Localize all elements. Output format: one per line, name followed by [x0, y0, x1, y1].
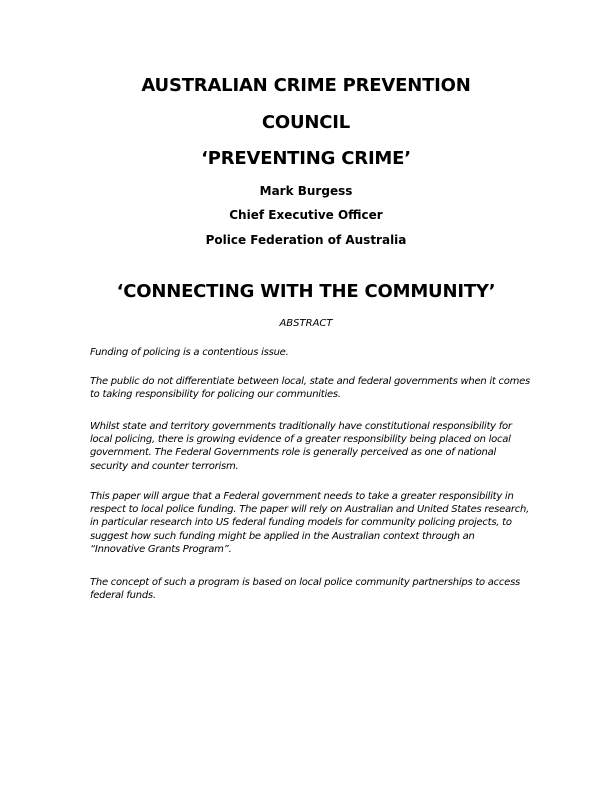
conference-title-line-2: COUNCIL — [261, 112, 351, 133]
author-organisation: Police Federation of Australia — [205, 233, 407, 247]
author-name: Mark Burgess — [259, 184, 353, 198]
conference-theme: ‘PREVENTING CRIME’ — [201, 148, 411, 169]
paper-title: ‘CONNECTING WITH THE COMMUNITY’ — [116, 281, 496, 302]
author-position: Chief Executive Officer — [229, 208, 383, 222]
abstract-paragraph-5: The concept of such a program is based on local police community partnerships to access federal funds. — [90, 577, 521, 602]
abstract-paragraph-3: Whilst state and territory governments traditionally have constitutional responsibility for local policing, there is growing evidence of a greater responsibility being placed on local government. The Federal Governments role is generally perceived as one of national security and counter terrorism. — [90, 421, 512, 472]
abstract-paragraph-2: The public do not differentiate between local, state and federal governments when it comes to taking responsibility for policing our communities. — [90, 376, 531, 401]
abstract-paragraph-4: This paper will argue that a Federal government needs to take a greater responsibility in respect to local police funding. The paper will rely on Australian and United States research, in particular research into US federal funding models for community policing projects, to suggest how such funding might be applied in the Australian context through an “Innovative Grants Program”. — [90, 491, 530, 555]
abstract-paragraph-1: Funding of policing is a contentious issue. — [90, 347, 289, 358]
abstract-heading: ABSTRACT — [279, 318, 333, 329]
conference-title-line-1: AUSTRALIAN CRIME PREVENTION — [141, 75, 471, 96]
